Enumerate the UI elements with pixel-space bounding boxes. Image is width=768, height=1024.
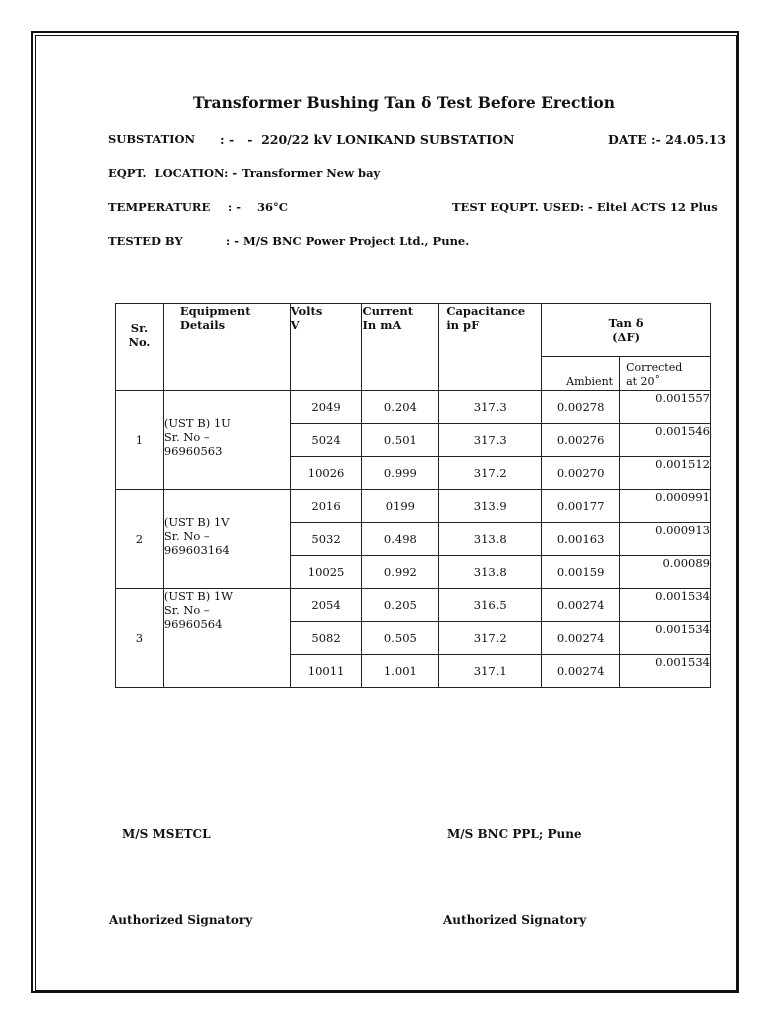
table-header-row bbox=[116, 304, 711, 357]
ambient-cell: 0.00274 bbox=[542, 589, 620, 622]
location-label: EQPT. LOCATION: - bbox=[108, 166, 238, 180]
corrected-cell: 0.001534 bbox=[620, 589, 711, 622]
current-cell: 0.992 bbox=[362, 556, 439, 589]
header-tan-delta: Tan δ (ΔF) bbox=[542, 304, 711, 357]
right-organization: M/S BNC PPL; Pune bbox=[447, 827, 582, 841]
equipment-details-cell: (UST B) 1V Sr. No – 969603164 bbox=[163, 490, 290, 589]
current-cell: 0.498 bbox=[362, 523, 439, 556]
table-row bbox=[116, 589, 711, 622]
corrected-cell: 0.001534 bbox=[620, 622, 711, 655]
sr-number-cell: 3 bbox=[116, 589, 164, 688]
header-ambient: Ambient bbox=[542, 357, 620, 391]
equipment-details-cell: (UST B) 1U Sr. No – 96960563 bbox=[163, 391, 290, 490]
header-sr-no: Sr. No. bbox=[116, 304, 164, 391]
current-cell: 1.001 bbox=[362, 655, 439, 688]
header-volts: Volts V bbox=[290, 304, 362, 391]
corrected-cell: 0.001546 bbox=[620, 424, 711, 457]
capacitance-cell: 316.5 bbox=[439, 589, 542, 622]
volts-cell: 10026 bbox=[290, 457, 362, 490]
ambient-cell: 0.00274 bbox=[542, 622, 620, 655]
left-organization: M/S MSETCL bbox=[122, 827, 211, 841]
volts-cell: 10025 bbox=[290, 556, 362, 589]
current-cell: 0.204 bbox=[362, 391, 439, 424]
equipment-details-cell: (UST B) 1W Sr. No – 96960564 bbox=[163, 589, 290, 688]
current-cell: 0.205 bbox=[362, 589, 439, 622]
ambient-cell: 0.00276 bbox=[542, 424, 620, 457]
capacitance-cell: 313.8 bbox=[439, 523, 542, 556]
current-cell: 0.505 bbox=[362, 622, 439, 655]
capacitance-cell: 313.9 bbox=[439, 490, 542, 523]
current-cell: 0.501 bbox=[362, 424, 439, 457]
header-capacitance: Capacitance in pF bbox=[439, 304, 542, 391]
capacitance-cell: 317.3 bbox=[439, 424, 542, 457]
header-current: Current In mA bbox=[362, 304, 439, 391]
temperature-label: TEMPERATURE bbox=[108, 200, 211, 214]
substation-value: : - - 220/22 kV LONIKAND SUBSTATION bbox=[220, 132, 515, 147]
sr-number-cell: 2 bbox=[116, 490, 164, 589]
ambient-cell: 0.00270 bbox=[542, 457, 620, 490]
ambient-cell: 0.00177 bbox=[542, 490, 620, 523]
table-row bbox=[116, 391, 711, 424]
location-value: Transformer New bay bbox=[242, 166, 381, 180]
temperature-value: : - 36°C bbox=[228, 200, 288, 214]
left-authorized-signatory: Authorized Signatory bbox=[109, 913, 253, 927]
header-corrected: Corrected at 20˚ bbox=[620, 357, 711, 391]
header-equipment: Equipment Details bbox=[163, 304, 290, 391]
ambient-cell: 0.00163 bbox=[542, 523, 620, 556]
corrected-cell: 0.001557 bbox=[620, 391, 711, 424]
ambient-cell: 0.00278 bbox=[542, 391, 620, 424]
corrected-cell: 0.000913 bbox=[620, 523, 711, 556]
current-cell: 0.999 bbox=[362, 457, 439, 490]
corrected-cell: 0.001512 bbox=[620, 457, 711, 490]
capacitance-cell: 317.1 bbox=[439, 655, 542, 688]
test-date: DATE :- 24.05.13 bbox=[608, 132, 727, 147]
capacitance-cell: 317.3 bbox=[439, 391, 542, 424]
substation-label: SUBSTATION bbox=[108, 132, 196, 146]
ambient-cell: 0.00274 bbox=[542, 655, 620, 688]
current-cell: 0199 bbox=[362, 490, 439, 523]
tested-by-value: : - M/S BNC Power Project Ltd., Pune. bbox=[226, 234, 470, 248]
capacitance-cell: 317.2 bbox=[439, 622, 542, 655]
tested-by-label: TESTED BY bbox=[108, 234, 183, 248]
document-title: Transformer Bushing Tan δ Test Before Erection bbox=[192, 93, 616, 112]
volts-cell: 2054 bbox=[290, 589, 362, 622]
capacitance-cell: 317.2 bbox=[439, 457, 542, 490]
test-equipment: TEST EQUPT. USED: - Eltel ACTS 12 Plus bbox=[452, 200, 718, 214]
right-authorized-signatory: Authorized Signatory bbox=[443, 913, 587, 927]
volts-cell: 5082 bbox=[290, 622, 362, 655]
capacitance-cell: 313.8 bbox=[439, 556, 542, 589]
corrected-cell: 0.00089 bbox=[620, 556, 711, 589]
sr-number-cell: 1 bbox=[116, 391, 164, 490]
volts-cell: 2049 bbox=[290, 391, 362, 424]
corrected-cell: 0.001534 bbox=[620, 655, 711, 688]
ambient-cell: 0.00159 bbox=[542, 556, 620, 589]
volts-cell: 2016 bbox=[290, 490, 362, 523]
corrected-cell: 0.000991 bbox=[620, 490, 711, 523]
test-results-table bbox=[115, 303, 711, 688]
volts-cell: 5024 bbox=[290, 424, 362, 457]
volts-cell: 5032 bbox=[290, 523, 362, 556]
volts-cell: 10011 bbox=[290, 655, 362, 688]
table-row bbox=[116, 490, 711, 523]
